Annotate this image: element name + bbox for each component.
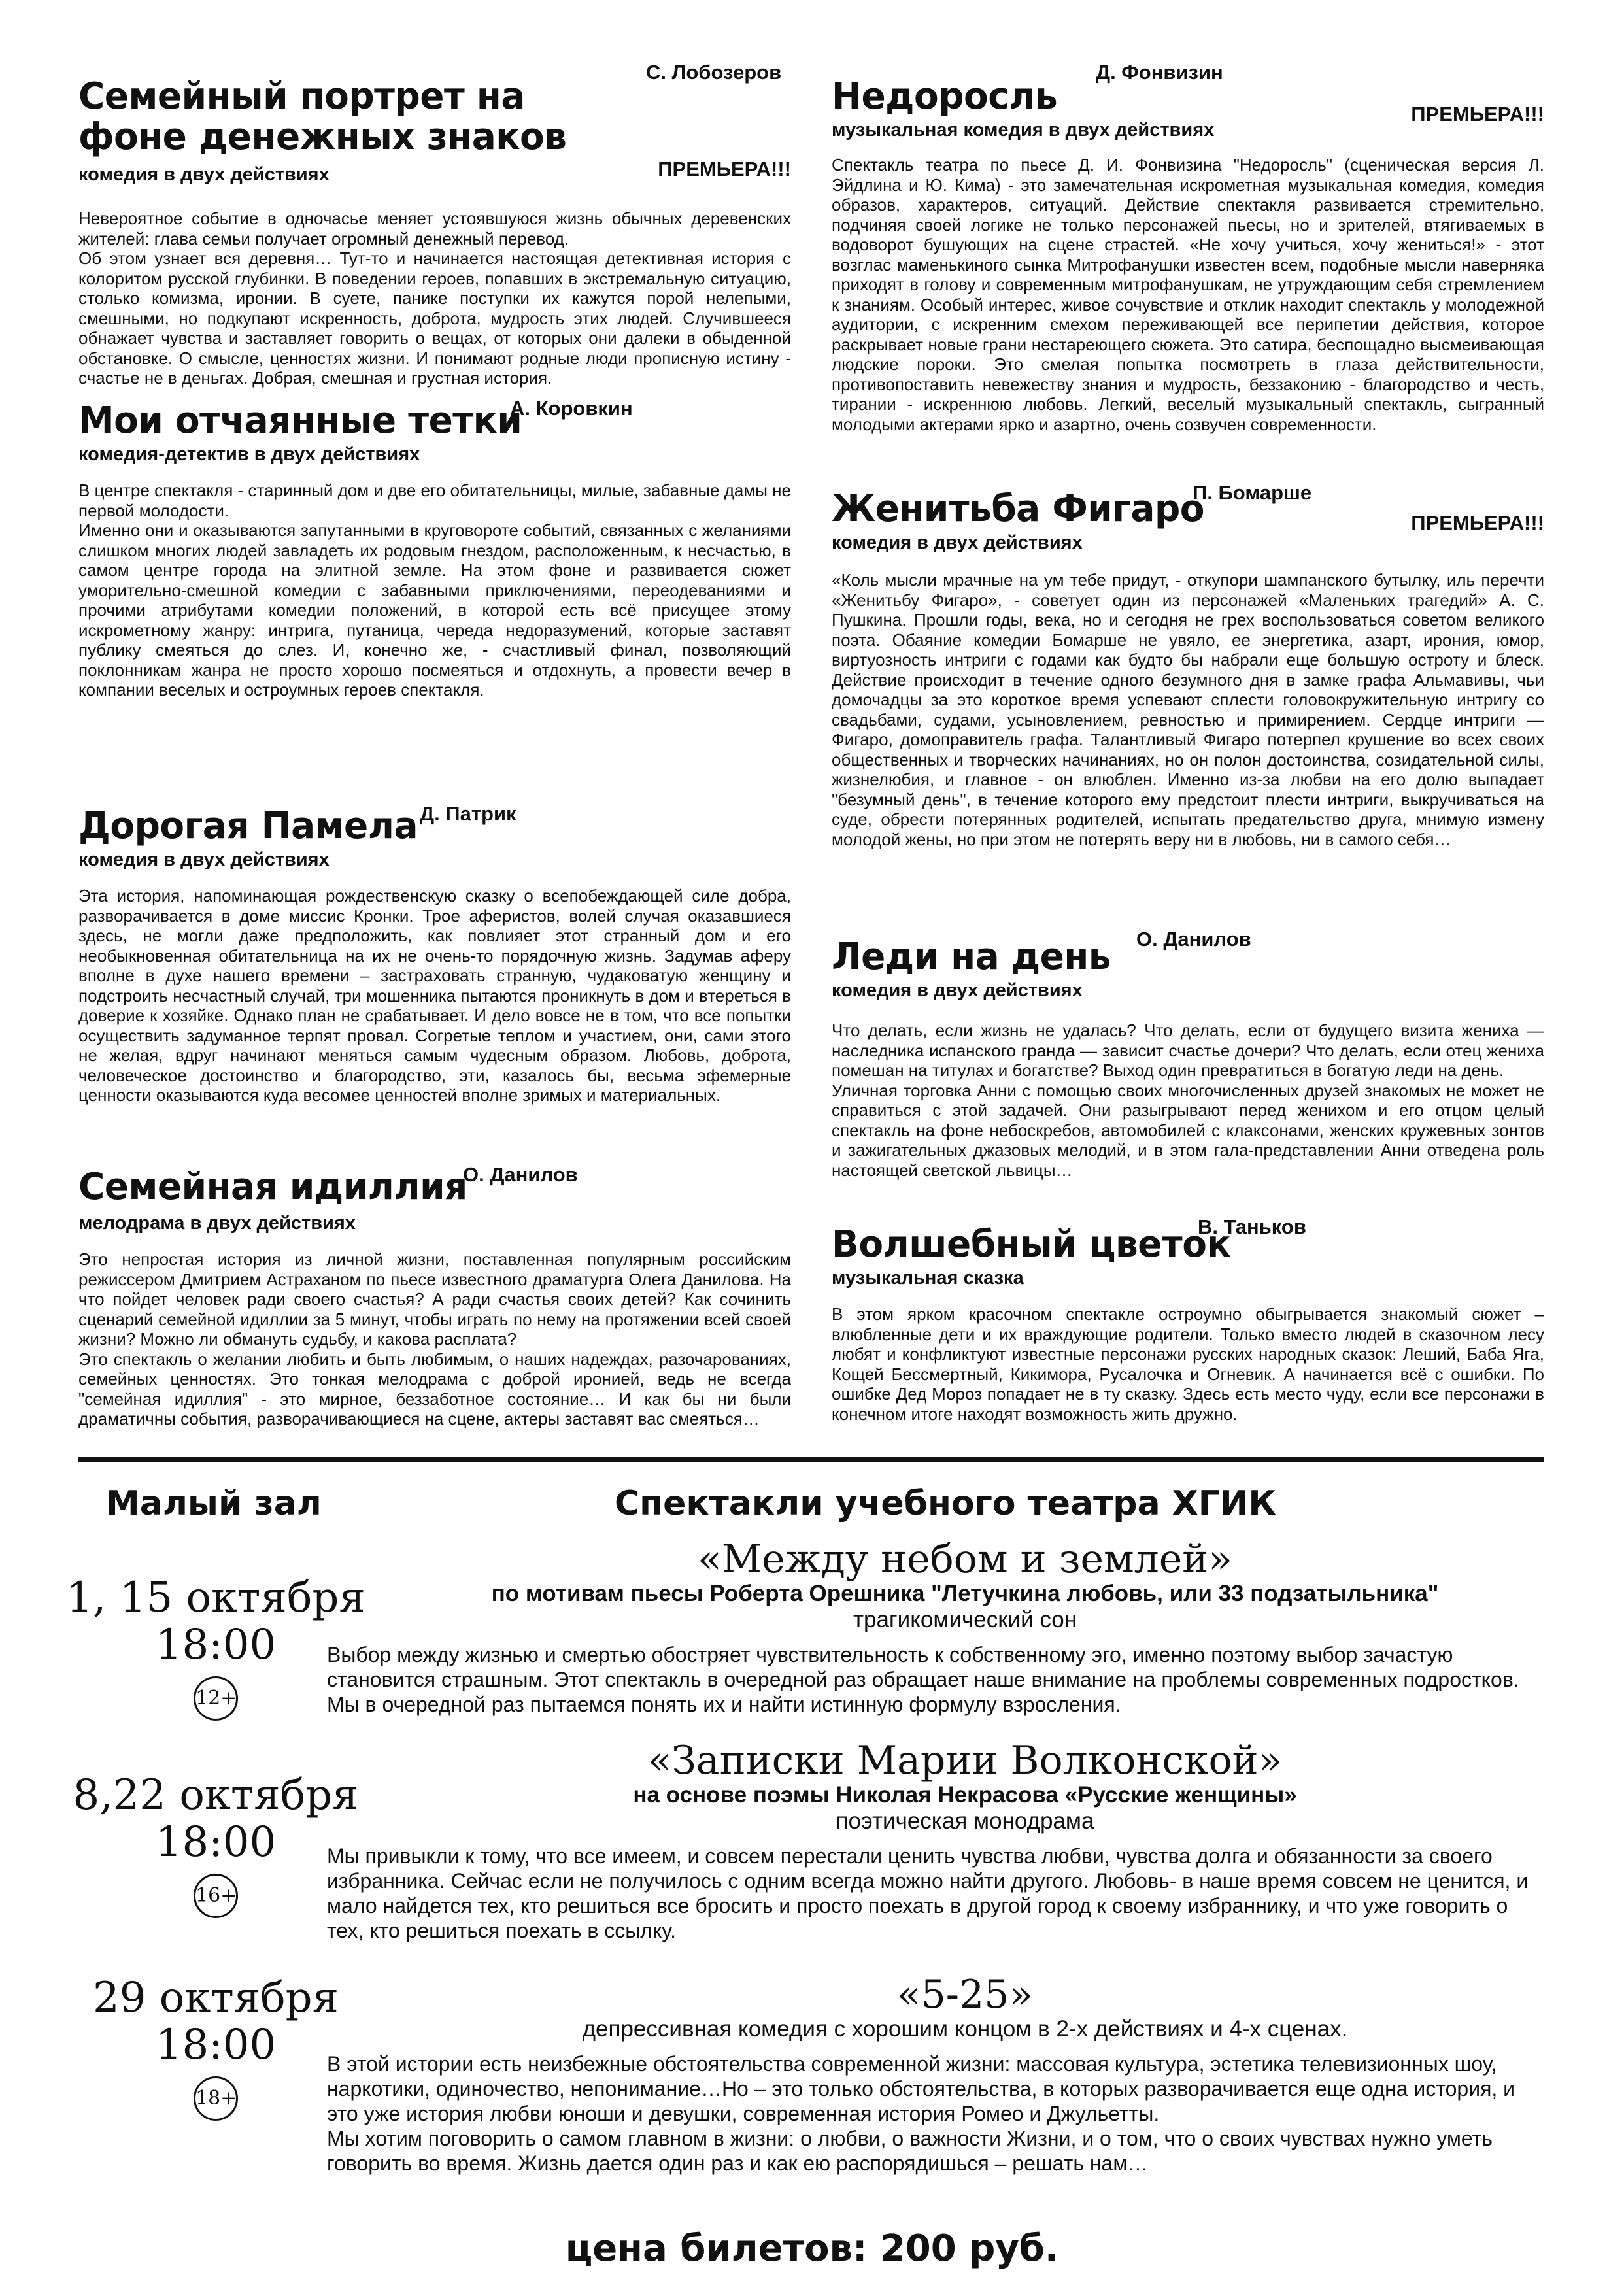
play-author: П. Бомарше <box>1193 481 1312 504</box>
play-paragraph: Это спектакль о желании любить и быть любимым, о наших надеждах, разочарованиях, семейных ценностях. Это тонкая мелодрама с доброй иронией, ведь не всегда "семейная идиллия" - это мирное, беззаботное состояние… И как бы ни были драматичны события, разворачивающиеся на сцене, актеры заставят вас смеяться… <box>78 1349 791 1428</box>
play-paragraph: В этом ярком красочном спектакле остроумно обыгрывается знакомый сюжет – влюбленные дети и их враждующие родители. Только вместо людей в сказочном лесу любят и конфликтуют известные персонажи русских народных сказок: Леший, Баба Яга, Кощей Бессмертный, Кикимора, Русалочка и Огневик. А начинается всё с ошибки. По ошибке Дед Мороз попадает не в ту сказку. Здесь есть место чуду, если все персонажи в конечном итоге находят возможность жить дружно. <box>832 1304 1544 1424</box>
play-title: Дорогая Памела <box>78 805 418 847</box>
play-paragraph: Спектакль театра по пьесе Д. И. Фонвизина "Недоросль" (сценическая версия Л. Эйдлина и Ю. Кима) - это замечательная искрометная музыкальная комедия, комедия образов, характеров, ситуаций. Действие спектакля развивается стремительно, подчиняя своей логике не только персонажей пьесы, но и зрителей, втягиваемых в водоворот бушующих на сцене страстей. «Не хочу учиться, хочу жениться!» - этот возглас маменькиного сынка Митрофанушки известен всем, подобные мысли наверняка приходят в голову и современным митрофанушкам, не утруждающим себя стремлением к знаниям. Особый интерес, живое сочувствие и отклик находит спектакль у молодежной аудитории, с искренним смехом переживающей все перипетии действия, которое раскрывает новые грани нестареющего сюжета. Это сатира, беспощадно высмеивающая людские пороки. Это смелая попытка посмотреть в глаза действительности, противопоставить невежеству знания и мудрость, беззаконию - благородство и честь, тирании - искреннюю любовь. Легкий, веселый музыкальный спектакль, сыгранный молодыми актерами ярко и азартно, очень созвучен современности. <box>832 155 1544 434</box>
show-description <box>327 1642 1544 1717</box>
play-author: С. Лобозеров <box>646 61 782 84</box>
play-author: А. Коровкин <box>510 397 633 420</box>
show-genre: депрессивная комедия с хорошим концом в 2-х действиях и 4-х сценах. <box>582 2016 1348 2042</box>
play-genre: комедия-детектив в двух действиях <box>78 444 420 465</box>
play-title: Мои отчаянные тетки <box>78 399 522 442</box>
play-title: Леди на день <box>832 936 1111 978</box>
play-title: Женитьба Фигаро <box>832 488 1204 530</box>
play-genre: комедия в двух действиях <box>78 849 330 870</box>
show-title: «Между небом и землей» <box>698 1536 1232 1582</box>
show-date-block <box>65 1974 366 2121</box>
play-title: Волшебный цветок <box>832 1223 1231 1266</box>
show-paragraph: В этой истории есть неизбежные обстоятельства современной жизни: массовая культура, эстетика телевизионных шоу, наркотики, одиночество, непонимание…Но – это только обстоятельства, в которых разворачивается еще одна история, и это уже история любви юноши и девушки, современная история Ромео и Джульетты. <box>327 2052 1515 2125</box>
show-card <box>327 1739 1544 1943</box>
play-paragraph: Это непростая история из личной жизни, поставленная популярным российским режиссером Дмитрием Астраханом по пьесе известного драматурга Олега Данилова. На что пойдет человек ради своего счастья? А ради счастья своих детей? Как сочинить сценарий семейной идиллии за 5 минут, чтобы играть по нему на протяжении всей своей жизни? Можно ли обмануть судьбу, и какова расплата? <box>78 1249 791 1349</box>
show-date: 1, 15 октября <box>66 1574 365 1622</box>
play-paragraph: Уличная торговка Анни с помощью своих многочисленных друзей знакомых не может не справиться с этой задачей. Они разыгрывают перед женихом и его отцом целый спектакль на фоне небоскребов, автомобилей с клаксонами, женских кружевных зонтов и зажигательных джазовых мелодий, и в этом гала-представлении Анни отведена роль настоящей светской львицы… <box>832 1080 1544 1180</box>
show-card <box>327 1538 1544 1717</box>
play-card <box>832 481 1544 924</box>
show-time: 18:00 <box>155 2021 277 2069</box>
show-title: «5-25» <box>896 1972 1034 2017</box>
play-title: Недоросль <box>832 75 1058 118</box>
show-genre: трагикомический сон <box>853 1607 1077 1632</box>
play-description <box>78 886 791 1106</box>
show-title: «Записки Марии Волконской» <box>647 1738 1283 1783</box>
play-card <box>832 1215 1544 1424</box>
show-source: на основе поэмы Николая Некрасова «Русские женщины» <box>633 1782 1297 1808</box>
premiere-badge: ПРЕМЬЕРА!!! <box>658 158 791 180</box>
right-column <box>832 62 1544 1424</box>
age-rating-badge: 16+ <box>194 1874 238 1918</box>
show-paragraph: Мы хотим поговорить о самом главном в жизни: о любви, о важности Жизни, и о том, что о своих чувствах нужно уметь говорить во время. Жизнь дается один раз и как ею распорядишься – решать нам… <box>327 2127 1493 2175</box>
play-card <box>832 62 1544 471</box>
section-divider <box>78 1457 1544 1462</box>
play-author: Д. Патрик <box>420 802 516 825</box>
play-author: О. Данилов <box>463 1163 578 1186</box>
play-description <box>832 1021 1544 1180</box>
play-description <box>78 209 791 388</box>
play-card <box>78 397 791 780</box>
show-source: по мотивам пьесы Роберта Орешника "Летучкина любовь, или 33 подзатыльника" <box>491 1581 1439 1606</box>
play-description <box>832 155 1544 434</box>
hall-title: Малый зал <box>106 1484 322 1523</box>
left-column <box>78 62 791 1429</box>
play-genre: музыкальная сказка <box>832 1268 1024 1289</box>
show-date-block <box>65 1772 366 1918</box>
play-genre: комедия в двух действиях <box>832 980 1083 1001</box>
play-card <box>78 61 791 388</box>
play-genre: музыкальная комедия в двух действиях <box>832 120 1215 141</box>
show-description <box>327 2051 1544 2176</box>
play-paragraph: Об этом узнает вся деревня… Тут-то и начинается настоящая детективная история с колоритом русской глубинки. В поведении героев, попавших в экстремальную ситуацию, столько комизма, иронии. В суете, панике поступки их кажутся порой нелепыми, смешными, но подкупают искренность, доброта, мудрость этих людей. Случившееся обнажает чувства и заставляет говорить о вещах, от которых они далеки в обыденной обстановке. О смысле, ценностях жизни. И понимают родные люди прописную истину - счастье не в деньгах. Добрая, смешная и грустная история. <box>78 248 791 388</box>
play-title: Семейный портрет на фоне денежных знаков <box>78 75 567 158</box>
play-paragraph: Эта история, напоминающая рождественскую сказку о всепобеждающей силе добра, разворачивается в доме миссис Кронки. Трое аферистов, волей случая оказавшиеся здесь, не могли даже предположить, как повлияет этот странный дом и его необыкновенная обитательница на их не очень-то порядочную жизнь. Задумав аферу вполне в духе нашего времени – застраховать странную, чудаковатую женщину и подстроить несчастный случай, три мошенника пытаются проникнуть в дом и втереться в доверие к хозяйке. Однако план не срабатывает. И дело вовсе не в том, что все попытки осуществить задуманное терпят провал. Согретые теплом и участием, они, сами этого не желая, вдруг начинают меняться самым чудесным образом. Любовь, доброта, человеческое достоинство и благородство, эти, казалось бы, весьма эфемерные ценности оказываются куда весомее ценностей вполне зримых и материальных. <box>78 886 791 1105</box>
play-genre: комедия в двух действиях <box>832 532 1083 553</box>
premiere-badge: ПРЕМЬЕРА!!! <box>1411 511 1544 534</box>
section-title: Спектакли учебного театра ХГИК <box>615 1484 1276 1523</box>
play-author: В. Таньков <box>1198 1215 1306 1238</box>
show-genre: поэтическая монодрама <box>836 1808 1094 1834</box>
show-date-block <box>65 1574 366 1721</box>
show-paragraph: Выбор между жизнью и смертью обостряет чувствительность к собственному эго, именно поэтому выбор зачастую становится страшным. Этот спектакль в очередной раз обращает наше внимание на проблемы современных подростков. Мы в очередной раз пытаемся понять их и найти истинную формулу взросления. <box>327 1643 1519 1716</box>
play-title: Семейная идиллия <box>78 1166 467 1208</box>
show-time: 18:00 <box>155 1818 277 1866</box>
show-description <box>327 1844 1544 1943</box>
play-card <box>832 928 1544 1211</box>
play-description <box>832 570 1544 849</box>
play-paragraph: Невероятное событие в одночасье меняет устоявшуюся жизнь обычных деревенских жителей: глава семьи получает огромный денежный перевод. <box>78 209 791 248</box>
play-card <box>78 1163 791 1429</box>
show-date: 29 октября <box>93 1974 339 2022</box>
play-description <box>78 481 791 700</box>
show-date: 8,22 октября <box>73 1771 359 1819</box>
play-card <box>78 802 791 1153</box>
play-description <box>832 1304 1544 1424</box>
play-description <box>78 1249 791 1429</box>
show-card <box>327 1973 1544 2176</box>
premiere-badge: ПРЕМЬЕРА!!! <box>1411 103 1544 126</box>
play-paragraph: В центре спектакля - старинный дом и две его обитательницы, милые, забавные дамы не первой молодости. <box>78 481 791 520</box>
show-paragraph: Мы привыкли к тому, что все имеем, и совсем перестали ценить чувства любви, чувства долга и обязанности за своего избранника. Сейчас если не получилось с одним всегда можно найти другого. Любовь- в наше время совсем не ценится, и мало найдется тех, кто решиться все бросить и просто поехать в другой город к своему избраннику, и что уже говорить о тех, кто решиться поехать в ссылку. <box>327 1844 1529 1942</box>
age-rating-badge: 12+ <box>194 1676 238 1721</box>
play-author: О. Данилов <box>1136 928 1251 951</box>
play-paragraph: Именно они и оказываются запутанными в круговороте событий, связанных с желаниями слишком многих людей завладеть их родовым гнездом, расположенным, к несчастью, в самом центре города на элитной земле. На этом фоне и развивается сюжет уморительно-смешной комедии с забавными приключениями, переодеваниями и прочими атрибутами комедии положений, в которой есть всё присущее этому искрометному жанру: интрига, путаница, череда недоразумений, которые заставят публику смеяться до слез. И, конечно же, - счастливый финал, позволяющий поклонникам жанра не просто хорошо посмеяться и отдохнуть, а провести вечер в компании веселых и остроумных героев спектакля. <box>78 520 791 700</box>
age-rating-badge: 18+ <box>194 2076 238 2121</box>
play-genre: комедия в двух действиях <box>78 164 330 185</box>
show-time: 18:00 <box>155 1621 277 1669</box>
play-author: Д. Фонвизин <box>1096 61 1223 84</box>
ticket-price: цена билетов: 200 руб. <box>565 2227 1059 2270</box>
play-paragraph: «Коль мысли мрачные на ум тебе придут, - откупори шампанского бутылку, иль перечти «Женитьбу Фигаро», - советует один из персонажей «Маленьких трагедий» А. С. Пушкина. Прошли годы, века, но и сегодня не грех воспользоваться советом великого поэта. Обаяние комедии Бомарше не увяло, ее энергетика, азарт, ирония, юмор, виртуозность интриги с годами как будто бы набрали еще большую остроту и блеск. Действие происходит в течение одного безумного дня в замке графа Альмавивы, чьи домочадцы за это короткое время успевают сплести головокружительную интригу со свадьбами, судами, усыновлением, ревностью и примирением. Сердце интриги — Фигаро, домоправитель графа. Талантливый Фигаро потерпел крушение во всех своих общественных и творческих начинаниях, но он полон достоинства, созидательной силы, жизнелюбия, и главное - он влюблен. Именно из-за любви на его долю выпадает "безумный день", в течение которого ему предстоит плести интриги, выкручиваться на суде, обрести потерянных родителей, испытать предательство друга, мнимую измену молодой жены, но при этом не потерять веру ни в любовь, ни в самого себя… <box>832 570 1544 849</box>
play-genre: мелодрама в двух действиях <box>78 1213 356 1234</box>
play-paragraph: Что делать, если жизнь не удалась? Что делать, если от будущего визита жениха — наследника испанского гранда — зависит счастье дочери? Что делать, если отец жениха помешан на титулах и богатстве? Выход один превратиться в богатую леди на день. <box>832 1021 1544 1080</box>
